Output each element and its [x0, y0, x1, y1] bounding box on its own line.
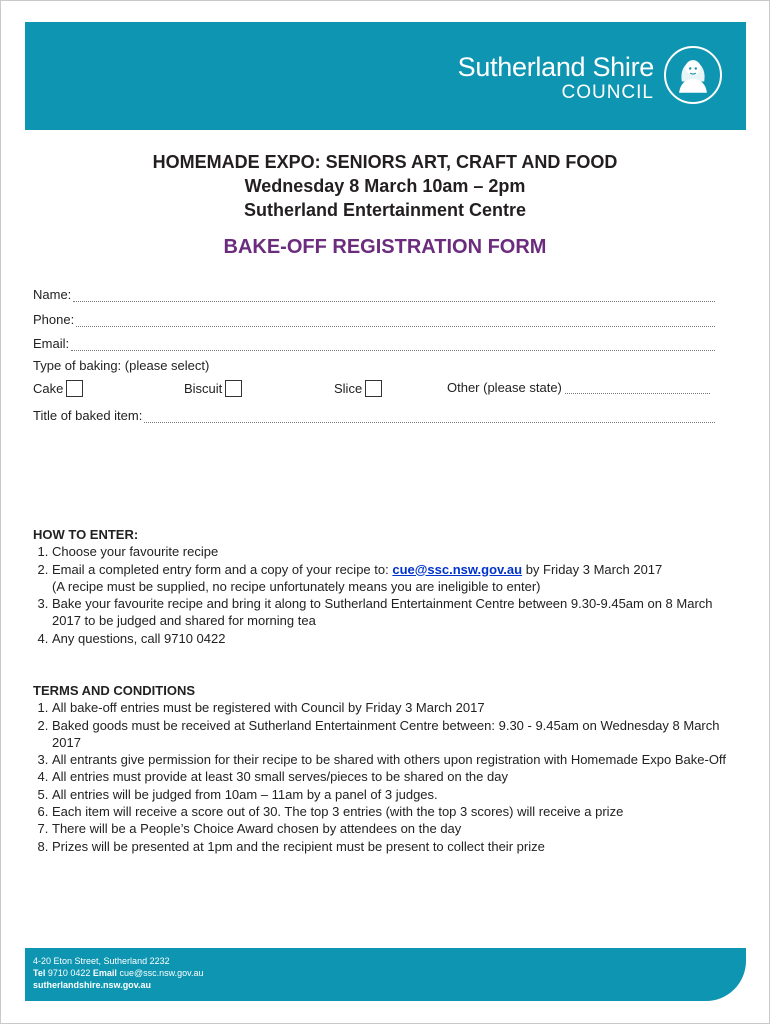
name-field-row: [33, 284, 715, 302]
item-title-field-row: [33, 405, 715, 423]
option-other-label: Other (please state): [447, 380, 562, 395]
form-title: BAKE-OFF REGISTRATION FORM: [223, 236, 547, 258]
option-biscuit: [184, 380, 242, 397]
footer-contact: [33, 968, 203, 978]
list-item: 2. Baked goods must be received at Sutherland Entertainment Centre between: 9.30 - 9.45am on Wednesday 8 March 2017: [52, 717, 738, 752]
list-item: [52, 561, 738, 596]
step-text: Email a completed entry form and a copy of your recipe to:: [52, 561, 393, 577]
email-label: Email:: [33, 336, 70, 351]
step-note: (A recipe must be supplied, no recipe unfortunately means you are ineligible to enter): [52, 578, 541, 594]
header-banner: [25, 22, 746, 130]
footer-banner: [25, 948, 746, 1001]
footer-tel: 9710 0422: [47, 968, 91, 978]
how-to-enter-list: [33, 543, 738, 647]
list-item: 8. Prizes will be presented at 1pm and the recipient must be present to collect their prize: [52, 838, 738, 855]
baking-type-label: Type of baking: (please select): [33, 358, 210, 373]
list-item: 5. All entries will be judged from 10am – 11am by a panel of 3 judges.: [52, 786, 738, 803]
name-label: Name:: [33, 287, 72, 302]
option-cake-label: Cake: [33, 381, 64, 396]
option-slice: [334, 380, 382, 397]
phone-field[interactable]: [76, 314, 715, 327]
brand-name: Sutherland Shire: [457, 52, 654, 82]
footer-website: sutherlandshire.nsw.gov.au: [33, 980, 152, 990]
list-item: 1. All bake-off entries must be registered with Council by Friday 3 March 2017: [52, 699, 738, 716]
list-item: [52, 630, 738, 647]
terms-heading: TERMS AND CONDITIONS: [33, 683, 196, 698]
terms-section: [33, 682, 738, 855]
footer-email: cue@ssc.nsw.gov.au: [119, 968, 204, 978]
baking-type-options: [33, 380, 715, 400]
option-cake: [33, 380, 83, 397]
cake-checkbox[interactable]: [66, 380, 83, 397]
event-title-block: [0, 150, 770, 222]
step-text: by Friday 3 March 2017: [522, 561, 663, 577]
event-venue: Sutherland Entertainment Centre: [243, 200, 527, 220]
option-slice-label: Slice: [334, 381, 363, 396]
item-title-field[interactable]: [144, 410, 715, 423]
event-title: HOMEMADE EXPO: SENIORS ART, CRAFT AND FOOD: [152, 152, 618, 172]
brand-subtitle: COUNCIL: [561, 82, 654, 103]
how-to-enter-section: [33, 526, 738, 647]
footer-email-label: Email: [92, 968, 117, 978]
item-title-label: Title of baked item:: [33, 408, 143, 423]
email-field[interactable]: [71, 338, 715, 351]
list-item: 7. There will be a People’s Choice Award chosen by attendees on the day: [52, 820, 738, 837]
footer-tel-label: Tel: [33, 968, 46, 978]
event-date-time: Wednesday 8 March 10am – 2pm: [244, 176, 526, 196]
slice-checkbox[interactable]: [365, 380, 382, 397]
email-link[interactable]: cue@ssc.nsw.gov.au: [392, 561, 523, 577]
phone-label: Phone:: [33, 312, 75, 327]
other-field[interactable]: [565, 381, 710, 394]
step-text: Bake your favourite recipe and bring it along to Sutherland Entertainment Centre between 9.30-9.45am on 8 March 2017 to be judged and shared for morning tea: [52, 596, 713, 629]
terms-list: [33, 699, 738, 855]
list-item: 6. Each item will receive a score out of 30. The top 3 entries (with the top 3 scores) will receive a prize: [52, 803, 738, 820]
name-field[interactable]: [73, 289, 715, 302]
step-text: Any questions, call 9710 0422: [52, 630, 226, 646]
list-item: [52, 595, 738, 630]
step-text: Choose your favourite recipe: [52, 544, 219, 560]
biscuit-checkbox[interactable]: [225, 380, 242, 397]
option-other: [447, 380, 710, 395]
option-biscuit-label: Biscuit: [184, 381, 223, 396]
list-item: 3. All entrants give permission for their recipe to be shared with others upon registration with Homemade Expo Bake-Off: [52, 751, 738, 768]
list-item: [52, 543, 738, 560]
email-field-row: [33, 333, 715, 351]
phone-field-row: [33, 309, 715, 327]
footer-address: 4-20 Eton Street, Sutherland 2232: [33, 956, 170, 966]
list-item: 4. All entries must provide at least 30 small serves/pieces to be shared on the day: [52, 768, 738, 785]
how-to-enter-heading: HOW TO ENTER:: [33, 527, 139, 542]
council-seal-icon: [664, 46, 722, 104]
